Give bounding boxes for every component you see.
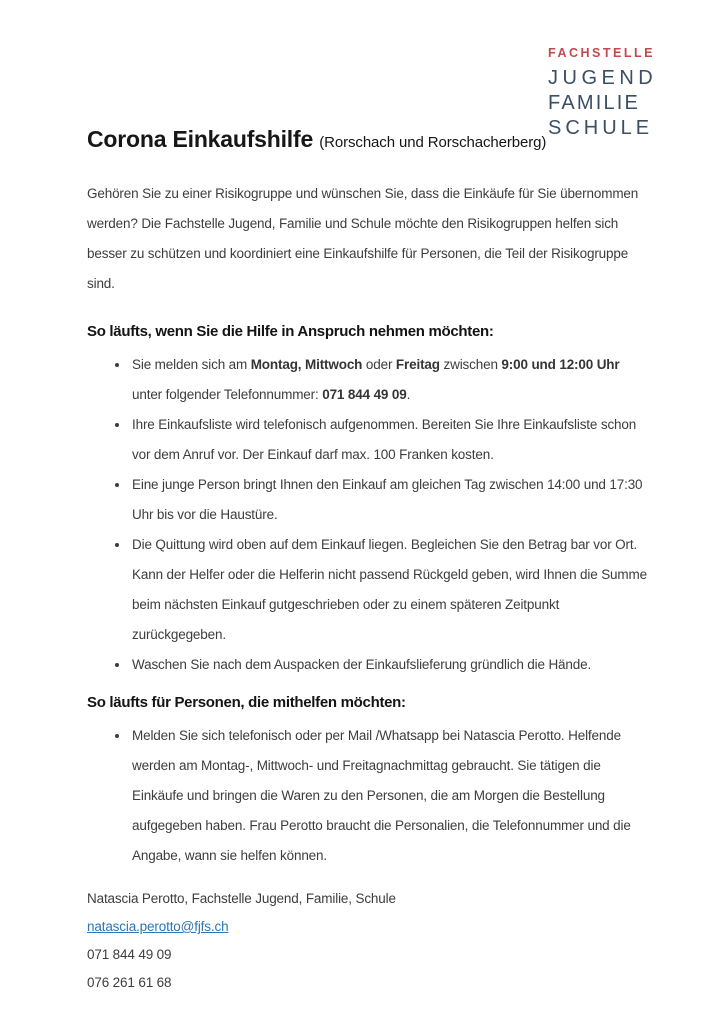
title-subtitle: (Rorschach und Rorschacherberg) [319,134,547,151]
text-run: Melden Sie sich telefonisch oder per Mail /Whatsapp bei Natascia Perotto. Helfende werden am Montag-, Mittwoch- und Freitagnachmittag gebraucht. Sie tätigen die Einkäufe und bringen die Waren zu den Personen, die am Morgen die Bestellung aufgegeben haben. Frau Perotto braucht die Personalien, die Telefonnummer und die Angabe, wann sie helfen können. [132,728,631,863]
list-item [130,530,650,650]
section1-bullet-list [87,350,650,680]
text-run: zwischen [439,357,502,372]
list-item [130,721,650,871]
text-run: unter folgender Telefonnummer: [132,387,323,402]
email-link[interactable]: natascia.perotto@fjfs.ch [87,919,229,934]
text-run: Montag, Mittwoch [250,357,363,372]
intro-paragraph: Gehören Sie zu einer Risikogruppe und wünschen Sie, dass die Einkäufe für Sie übernommen werden? Die Fachstelle Jugend, Familie und Schule möchte den Risikogruppen helfen sich besser zu schützen und koordiniert eine Einkaufshilfe für Personen, die Teil der Risikogruppe sind. [87,186,639,291]
contact-email-line [87,913,650,941]
list-item [130,350,650,410]
title-main: Corona Einkaufshilfe [87,126,314,152]
section2-bullet-list [87,721,650,871]
text-run: Waschen Sie nach dem Auspacken der Einkaufslieferung gründlich die Hände. [132,657,592,672]
logo-familie-text: FAMILIE [548,92,641,114]
logo-fachstelle-text: FACHSTELLE [548,46,655,60]
contact-phone-2: 076 261 61 68 [87,975,172,990]
text-run: Sie melden sich am [132,357,251,372]
section1-heading: So läufts, wenn Sie die Hilfe in Anspruch nehmen möchten: [87,323,494,340]
section2-heading: So läufts für Personen, die mithelfen möchten: [87,694,406,711]
contact-name: Natascia Perotto, Fachstelle Jugend, Familie, Schule [87,891,396,906]
logo-schule-text: SCHULE [548,117,654,139]
text-run: . [406,387,411,402]
contact-phone-1: 071 844 49 09 [87,947,172,962]
logo-jugend-text: JUGEND [548,67,658,89]
text-run: 071 844 49 09 [322,387,407,402]
list-item [130,410,650,470]
list-item [130,470,650,530]
text-run: Eine junge Person bringt Ihnen den Einkauf am gleichen Tag zwischen 14:00 und 17:30 Uhr bis vor die Haustüre. [132,477,643,522]
text-run: Freitag [395,357,440,372]
text-run: oder [362,357,396,372]
list-item [130,650,650,680]
contact-block [87,885,650,997]
fachstelle-logo [548,46,658,141]
text-run: Ihre Einkaufsliste wird telefonisch aufgenommen. Bereiten Sie Ihre Einkaufsliste schon vor dem Anruf vor. Der Einkauf darf max. 100 Franken kosten. [132,417,637,462]
text-run: 9:00 und 12:00 Uhr [501,357,620,372]
text-run: Die Quittung wird oben auf dem Einkauf liegen. Begleichen Sie den Betrag bar vor Ort. Kann der Helfer oder die Helferin nicht passend Rückgeld geben, wird Ihnen die Summe beim nächsten Einkauf gutgeschrieben oder zu einem späteren Zeitpunkt zurückgegeben. [132,537,647,642]
